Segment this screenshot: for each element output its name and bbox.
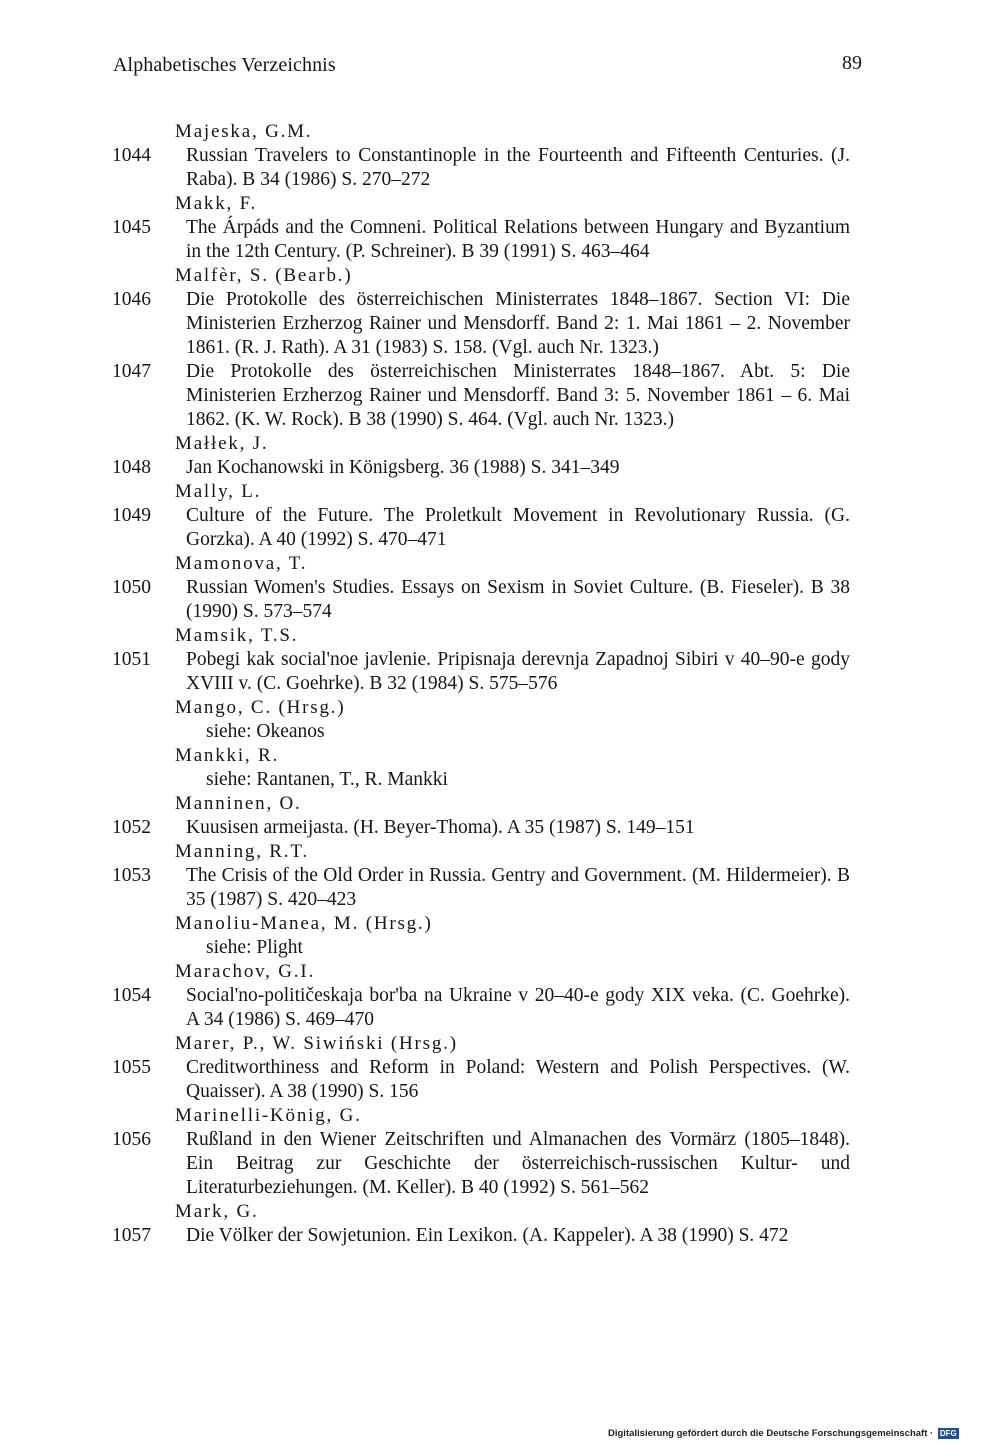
cross-reference: siehe: Rantanen, T., R. Mankki — [206, 769, 448, 790]
author-heading: Marer, P., W. Siwiński (Hrsg.) — [175, 1033, 458, 1054]
entry-text: The Crisis of the Old Order in Russia. Gentry and Government. (M. Hildermeier). B 35 (1987) S. 420–423 — [186, 865, 850, 910]
index-entry — [0, 504, 1000, 552]
entry-number: 1049 — [112, 505, 151, 526]
author-heading: Mankki, R. — [175, 745, 280, 766]
entry-number: 1053 — [112, 865, 151, 886]
author-heading: Manning, R.T. — [175, 841, 309, 862]
index-entry — [0, 984, 1000, 1032]
entry-text: Russian Women's Studies. Essays on Sexism in Soviet Culture. (B. Fieseler). B 38 (1990) S. 573–574 — [186, 577, 850, 622]
index-entry — [0, 360, 1000, 432]
entry-number: 1052 — [112, 817, 151, 838]
author-heading: Malfèr, S. (Bearb.) — [175, 265, 353, 286]
index-entry — [0, 1056, 1000, 1104]
index-entries — [0, 120, 1000, 1248]
dfg-logo-icon: DFG — [939, 1429, 957, 1438]
author-heading: Mango, C. (Hrsg.) — [175, 697, 346, 718]
entry-number: 1045 — [112, 217, 151, 238]
index-entry — [0, 864, 1000, 912]
author-heading: Mamsik, T.S. — [175, 625, 299, 646]
entry-text: Russian Travelers to Constantinople in the Fourteenth and Fifteenth Centuries. (J. Raba). B 34 (1986) S. 270–272 — [186, 145, 850, 190]
entry-number: 1051 — [112, 649, 151, 670]
entry-text: Kuusisen armeijasta. (H. Beyer-Thoma). A 35 (1987) S. 149–151 — [186, 817, 695, 838]
cross-reference: siehe: Okeanos — [206, 721, 325, 742]
author-heading: Mark, G. — [175, 1201, 259, 1222]
entry-number: 1055 — [112, 1057, 151, 1078]
entry-number: 1047 — [112, 361, 151, 382]
cross-reference: siehe: Plight — [206, 937, 303, 958]
entry-text: Culture of the Future. The Proletkult Movement in Revolutionary Russia. (G. Gorzka). A 40 (1992) S. 470–471 — [186, 505, 850, 550]
author-heading: Marinelli-König, G. — [175, 1105, 362, 1126]
entry-text: Pobegi kak social'noe javlenie. Pripisnaja derevnja Zapadnoj Sibiri v 40–90-e gody XVIII v. (C. Goehrke). B 32 (1984) S. 575–576 — [186, 649, 850, 694]
index-entry — [0, 288, 1000, 360]
author-heading: Mamonova, T. — [175, 553, 308, 574]
entry-number: 1050 — [112, 577, 151, 598]
entry-number: 1054 — [112, 985, 151, 1006]
index-entry — [0, 648, 1000, 696]
author-heading: Marachov, G.I. — [175, 961, 316, 982]
author-heading: Majeska, G.M. — [175, 121, 313, 142]
entry-text: Social'no-političeskaja bor'ba na Ukraine v 20–40-e gody XIX veka. (C. Goehrke). A 34 (1986) S. 469–470 — [186, 985, 850, 1030]
entry-number: 1056 — [112, 1129, 151, 1150]
entry-number: 1044 — [112, 145, 151, 166]
index-entry — [0, 216, 1000, 264]
entry-text: Rußland in den Wiener Zeitschriften und Almanachen des Vormärz (1805–1848). Ein Beitrag zur Geschichte der österreichisch-russischen Kultur- und Literaturbeziehungen. (M. Keller). B 40 (1992) S. 561–562 — [186, 1129, 850, 1198]
entry-text: Jan Kochanowski in Königsberg. 36 (1988) S. 341–349 — [186, 457, 620, 478]
author-heading: Makk, F. — [175, 193, 258, 214]
index-entry — [0, 1128, 1000, 1200]
author-heading: Małłek, J. — [175, 433, 269, 454]
entry-text: Die Völker der Sowjetunion. Ein Lexikon. (A. Kappeler). A 38 (1990) S. 472 — [186, 1225, 789, 1246]
index-entry — [0, 576, 1000, 624]
entry-number: 1057 — [112, 1225, 151, 1246]
index-entry — [0, 1224, 1000, 1248]
entry-text: Die Protokolle des österreichischen Ministerrates 1848–1867. Abt. 5: Die Ministerien Erzherzog Rainer und Mensdorff. Band 3: 5. November 1861 – 6. Mai 1862. (K. W. Rock). B 38 (1990) S. 464. (Vgl. auch Nr. 1323.) — [186, 361, 850, 430]
page-header-title: Alphabetisches Verzeichnis — [113, 54, 336, 76]
index-entry — [0, 144, 1000, 192]
author-heading: Manoliu-Manea, M. (Hrsg.) — [175, 913, 433, 934]
author-heading: Manninen, O. — [175, 793, 302, 814]
author-heading: Mally, L. — [175, 481, 262, 502]
entry-number: 1046 — [112, 289, 151, 310]
entry-text: Die Protokolle des österreichischen Ministerrates 1848–1867. Section VI: Die Ministerien Erzherzog Rainer und Mensdorff. Band 2: 1. Mai 1861 – 2. November 1861. (R. J. Rath). A 31 (1983) S. 158. (Vgl. auch Nr. 1323.) — [186, 289, 850, 358]
page-number: 89 — [842, 52, 862, 74]
footer-text: Digitalisierung gefördert durch die Deutsche Forschungsgemeinschaft · — [608, 1428, 934, 1440]
entry-text: The Árpáds and the Comneni. Political Relations between Hungary and Byzantium in the 12th Century. (P. Schreiner). B 39 (1991) S. 463–464 — [186, 217, 850, 262]
index-entry — [0, 456, 1000, 480]
entry-text: Creditworthiness and Reform in Poland: Western and Polish Perspectives. (W. Quaisser). A 38 (1990) S. 156 — [186, 1057, 850, 1102]
digitization-footer — [608, 1428, 959, 1439]
index-entry — [0, 816, 1000, 840]
entry-number: 1048 — [112, 457, 151, 478]
